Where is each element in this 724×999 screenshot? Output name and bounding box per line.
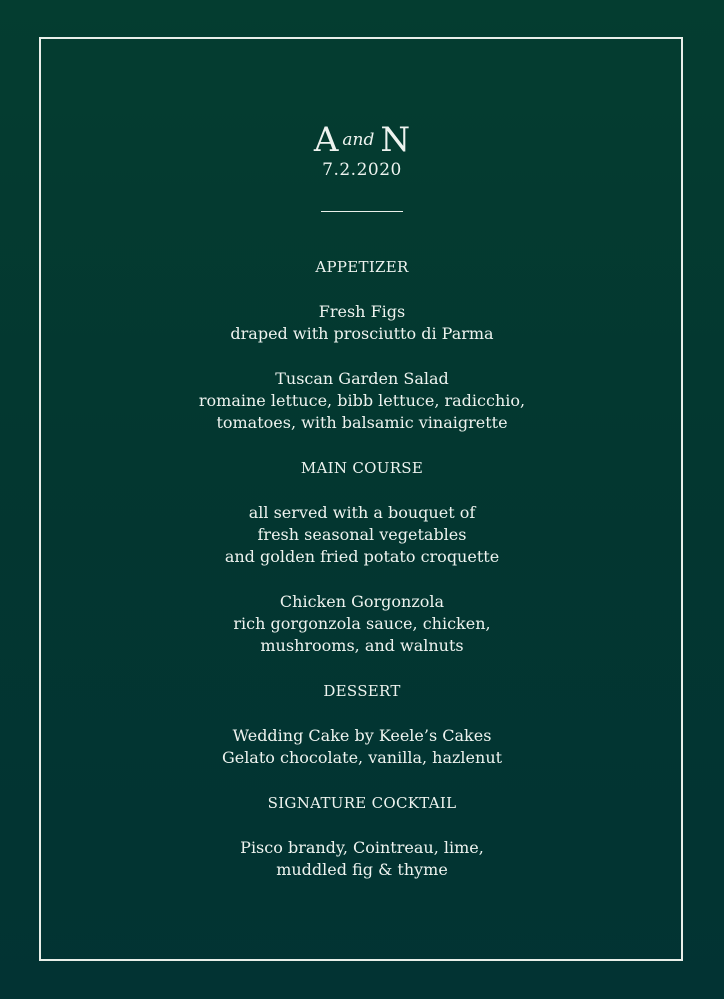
monogram [0,118,724,162]
main-course-item-1-description-line-2: mushrooms, and walnuts [260,636,464,655]
monogram-first-initial: A [313,120,339,160]
cocktail-line-1: Pisco brandy, Cointreau, lime, [240,838,484,857]
main-course-item-1-name: Chicken Gorgonzola [279,592,445,611]
appetizer-heading: APPETIZER [315,258,409,276]
wedding-date: 7.2.2020 [322,160,402,180]
main-course-note-line-3: and golden fried potato croquette [224,547,500,566]
appetizer-item-2-description-line-2: tomatoes, with balsamic vinaigrette [216,413,508,432]
monogram-and: and [342,130,375,150]
appetizer-item-2-description-line-1: romaine lettuce, bibb lettuce, radicchio, [198,391,526,410]
dessert-heading: DESSERT [323,682,401,700]
main-course-heading: MAIN COURSE [300,459,424,477]
dessert-line-1: Wedding Cake by Keele’s Cakes [232,726,492,745]
header-divider [321,211,403,212]
main-course-note-line-2: fresh seasonal vegetables [257,525,467,544]
signature-cocktail-heading: SIGNATURE COCKTAIL [267,794,457,812]
dessert-line-2: Gelato chocolate, vanilla, hazlenut [221,748,503,767]
appetizer-item-2-name: Tuscan Garden Salad [275,369,449,388]
cocktail-line-2: muddled fig & thyme [276,860,448,879]
appetizer-item-1-description: draped with prosciutto di Parma [230,324,494,343]
main-course-note-line-1: all served with a bouquet of [248,503,476,522]
main-course-item-1-description-line-1: rich gorgonzola sauce, chicken, [233,614,491,633]
appetizer-item-1-name: Fresh Figs [318,302,406,321]
monogram-second-initial: N [380,120,411,160]
